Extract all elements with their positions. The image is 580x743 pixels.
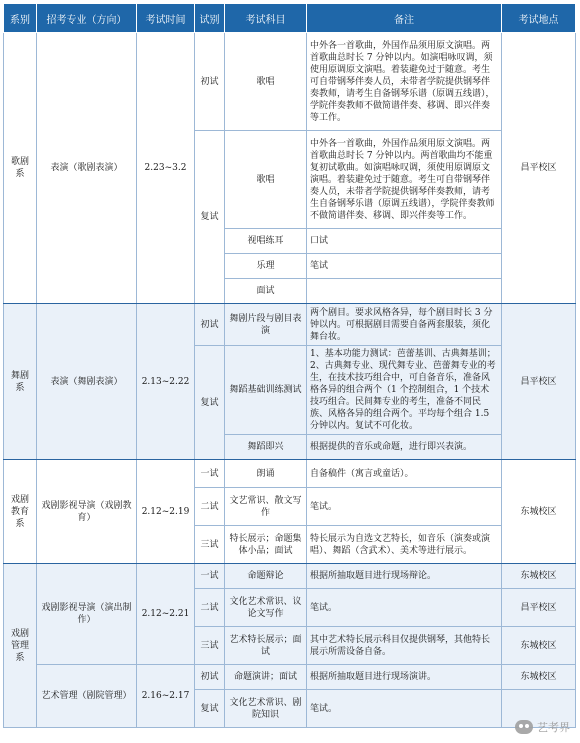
- dept-cell: 戏剧管理系: [4, 564, 37, 728]
- subject-cell: 面试: [225, 279, 307, 304]
- watermark: [515, 719, 570, 735]
- note-cell: 笔试。: [307, 690, 502, 728]
- round-cell: 二试: [195, 589, 225, 627]
- round-cell: 初试: [195, 33, 225, 131]
- note-cell: 其中艺术特长展示科目仅提供钢琴，其他特长展示所需设备自备。: [307, 627, 502, 665]
- major-cell: 表演（舞剧表演）: [37, 304, 137, 460]
- subject-cell: 朗诵: [225, 460, 307, 488]
- note-cell: 两个剧目。要求风格各异，每个剧目时长 3 分钟以内。可根据剧目需要自备两套服装，须化舞台妆。: [307, 304, 502, 346]
- subject-cell: 歌唱: [225, 131, 307, 229]
- time-cell: 2.16~2.17: [137, 665, 195, 728]
- place-cell: 东城校区: [502, 564, 576, 589]
- place-cell: 昌平校区: [502, 304, 576, 460]
- subject-cell: 歌唱: [225, 33, 307, 131]
- header-row: [4, 4, 576, 33]
- place-cell: 昌平校区: [502, 589, 576, 627]
- subject-cell: 文化艺术常识、剧院知识: [225, 690, 307, 728]
- place-cell: 昌平校区: [502, 33, 576, 304]
- subject-cell: 文艺常识、散文写作: [225, 488, 307, 526]
- note-cell: 中外各一首歌曲，外国作品须用原文演唱。两首歌曲总时长 7 分钟以内。如演唱咏叹调，须使用原调原文演唱。着装避免过于随意。考生可自带钢琴伴奏人员，未带者学院提供钢琴伴奏教师，请考生自备钢琴乐谱（原调五线谱），学院伴奏教师不做简谱伴奏、移调、即兴伴奏等工作。: [307, 33, 502, 131]
- major-cell: 戏剧影视导演（戏剧教育）: [37, 460, 137, 564]
- exam-schedule-table: [3, 3, 576, 728]
- major-cell: 艺术管理（剧院管理）: [37, 665, 137, 728]
- header-time: 考试时间: [137, 4, 195, 33]
- major-cell: 戏剧影视导演（演出制作）: [37, 564, 137, 665]
- round-cell: 初试: [195, 665, 225, 690]
- time-cell: 2.12~2.19: [137, 460, 195, 564]
- note-cell: 自备稿件（寓言或童话）。: [307, 460, 502, 488]
- subject-cell: 乐理: [225, 254, 307, 279]
- header-subject: 考试科目: [225, 4, 307, 33]
- major-cell: 表演（歌剧表演）: [37, 33, 137, 304]
- subject-cell: 舞蹈基础训练测试: [225, 346, 307, 435]
- note-cell: 笔试: [307, 254, 502, 279]
- header-place: 考试地点: [502, 4, 576, 33]
- dept-cell: 歌剧系: [4, 33, 37, 304]
- subject-cell: 艺术特长展示；面试: [225, 627, 307, 665]
- round-cell: 一试: [195, 460, 225, 488]
- round-cell: 复试: [195, 131, 225, 304]
- chat-bubble-icon: [515, 720, 533, 734]
- note-cell: 口试: [307, 229, 502, 254]
- round-cell: 复试: [195, 346, 225, 460]
- header-dept: 系别: [4, 4, 37, 33]
- schedule-table-wrap: [3, 3, 575, 728]
- subject-cell: 舞剧片段与剧目表演: [225, 304, 307, 346]
- header-major: 招考专业（方向）: [37, 4, 137, 33]
- round-cell: 初试: [195, 304, 225, 346]
- place-cell: 东城校区: [502, 665, 576, 690]
- subject-cell: 文化艺术常识、议论文写作: [225, 589, 307, 627]
- header-note: 备注: [307, 4, 502, 33]
- round-cell: 复试: [195, 690, 225, 728]
- subject-cell: 命题演讲；面试: [225, 665, 307, 690]
- note-cell: 中外各一首歌曲，外国作品须用原文演唱。两首歌曲总时长 7 分钟以内。两首歌曲均不能重复初试歌曲。如演唱咏叹调，须使用原调原文演唱。着装避免过于随意。考生可自带钢琴伴奏人员，未带者学院提供钢琴伴奏教师，请考生自备钢琴乐谱（原调五线谱），学院伴奏教师不做简谱伴奏、移调、即兴伴奏等工作。: [307, 131, 502, 229]
- round-cell: 三试: [195, 526, 225, 564]
- time-cell: 2.13~2.22: [137, 304, 195, 460]
- place-cell: 东城校区: [502, 460, 576, 564]
- note-cell: 根据所抽取题目进行现场演讲。: [307, 665, 502, 690]
- note-cell: 笔试。: [307, 589, 502, 627]
- time-cell: 2.23~3.2: [137, 33, 195, 304]
- place-cell: 东城校区: [502, 627, 576, 665]
- round-cell: 二试: [195, 488, 225, 526]
- subject-cell: 舞蹈即兴: [225, 435, 307, 460]
- note-cell: 根据提供的音乐或命题，进行即兴表演。: [307, 435, 502, 460]
- subject-cell: 视唱练耳: [225, 229, 307, 254]
- round-cell: 一试: [195, 564, 225, 589]
- note-cell: 笔试。: [307, 488, 502, 526]
- table-row: [4, 33, 576, 131]
- watermark-text: 艺考界: [537, 721, 570, 734]
- note-cell: 1、基本功能力测试：芭蕾基训、古典舞基训；2、古典舞专业、现代舞专业、芭蕾舞专业的考生，在技术技巧组合中，可自备音乐，准备风格各异的组合两个（1 个控制组合，1 个技术技巧组合。民间舞专业的考生，准备不同民族、风格各异的组合两个。平均每个组合 1.5 分钟以内。复试不可化妆。: [307, 346, 502, 435]
- dept-cell: 戏剧教育系: [4, 460, 37, 564]
- subject-cell: 特长展示；命题集体小品；面试: [225, 526, 307, 564]
- time-cell: 2.12~2.21: [137, 564, 195, 665]
- note-cell: [307, 279, 502, 304]
- note-cell: 特长展示为自选文艺特长，如音乐（演奏或演唱）、舞蹈（含武术）、美术等进行展示。: [307, 526, 502, 564]
- note-cell: 根据所抽取题目进行现场辩论。: [307, 564, 502, 589]
- subject-cell: 命题辩论: [225, 564, 307, 589]
- header-round: 试别: [195, 4, 225, 33]
- table-row: [4, 665, 576, 690]
- round-cell: 三试: [195, 627, 225, 665]
- dept-cell: 舞剧系: [4, 304, 37, 460]
- table-row: [4, 460, 576, 488]
- table-row: [4, 304, 576, 346]
- table-row: [4, 564, 576, 589]
